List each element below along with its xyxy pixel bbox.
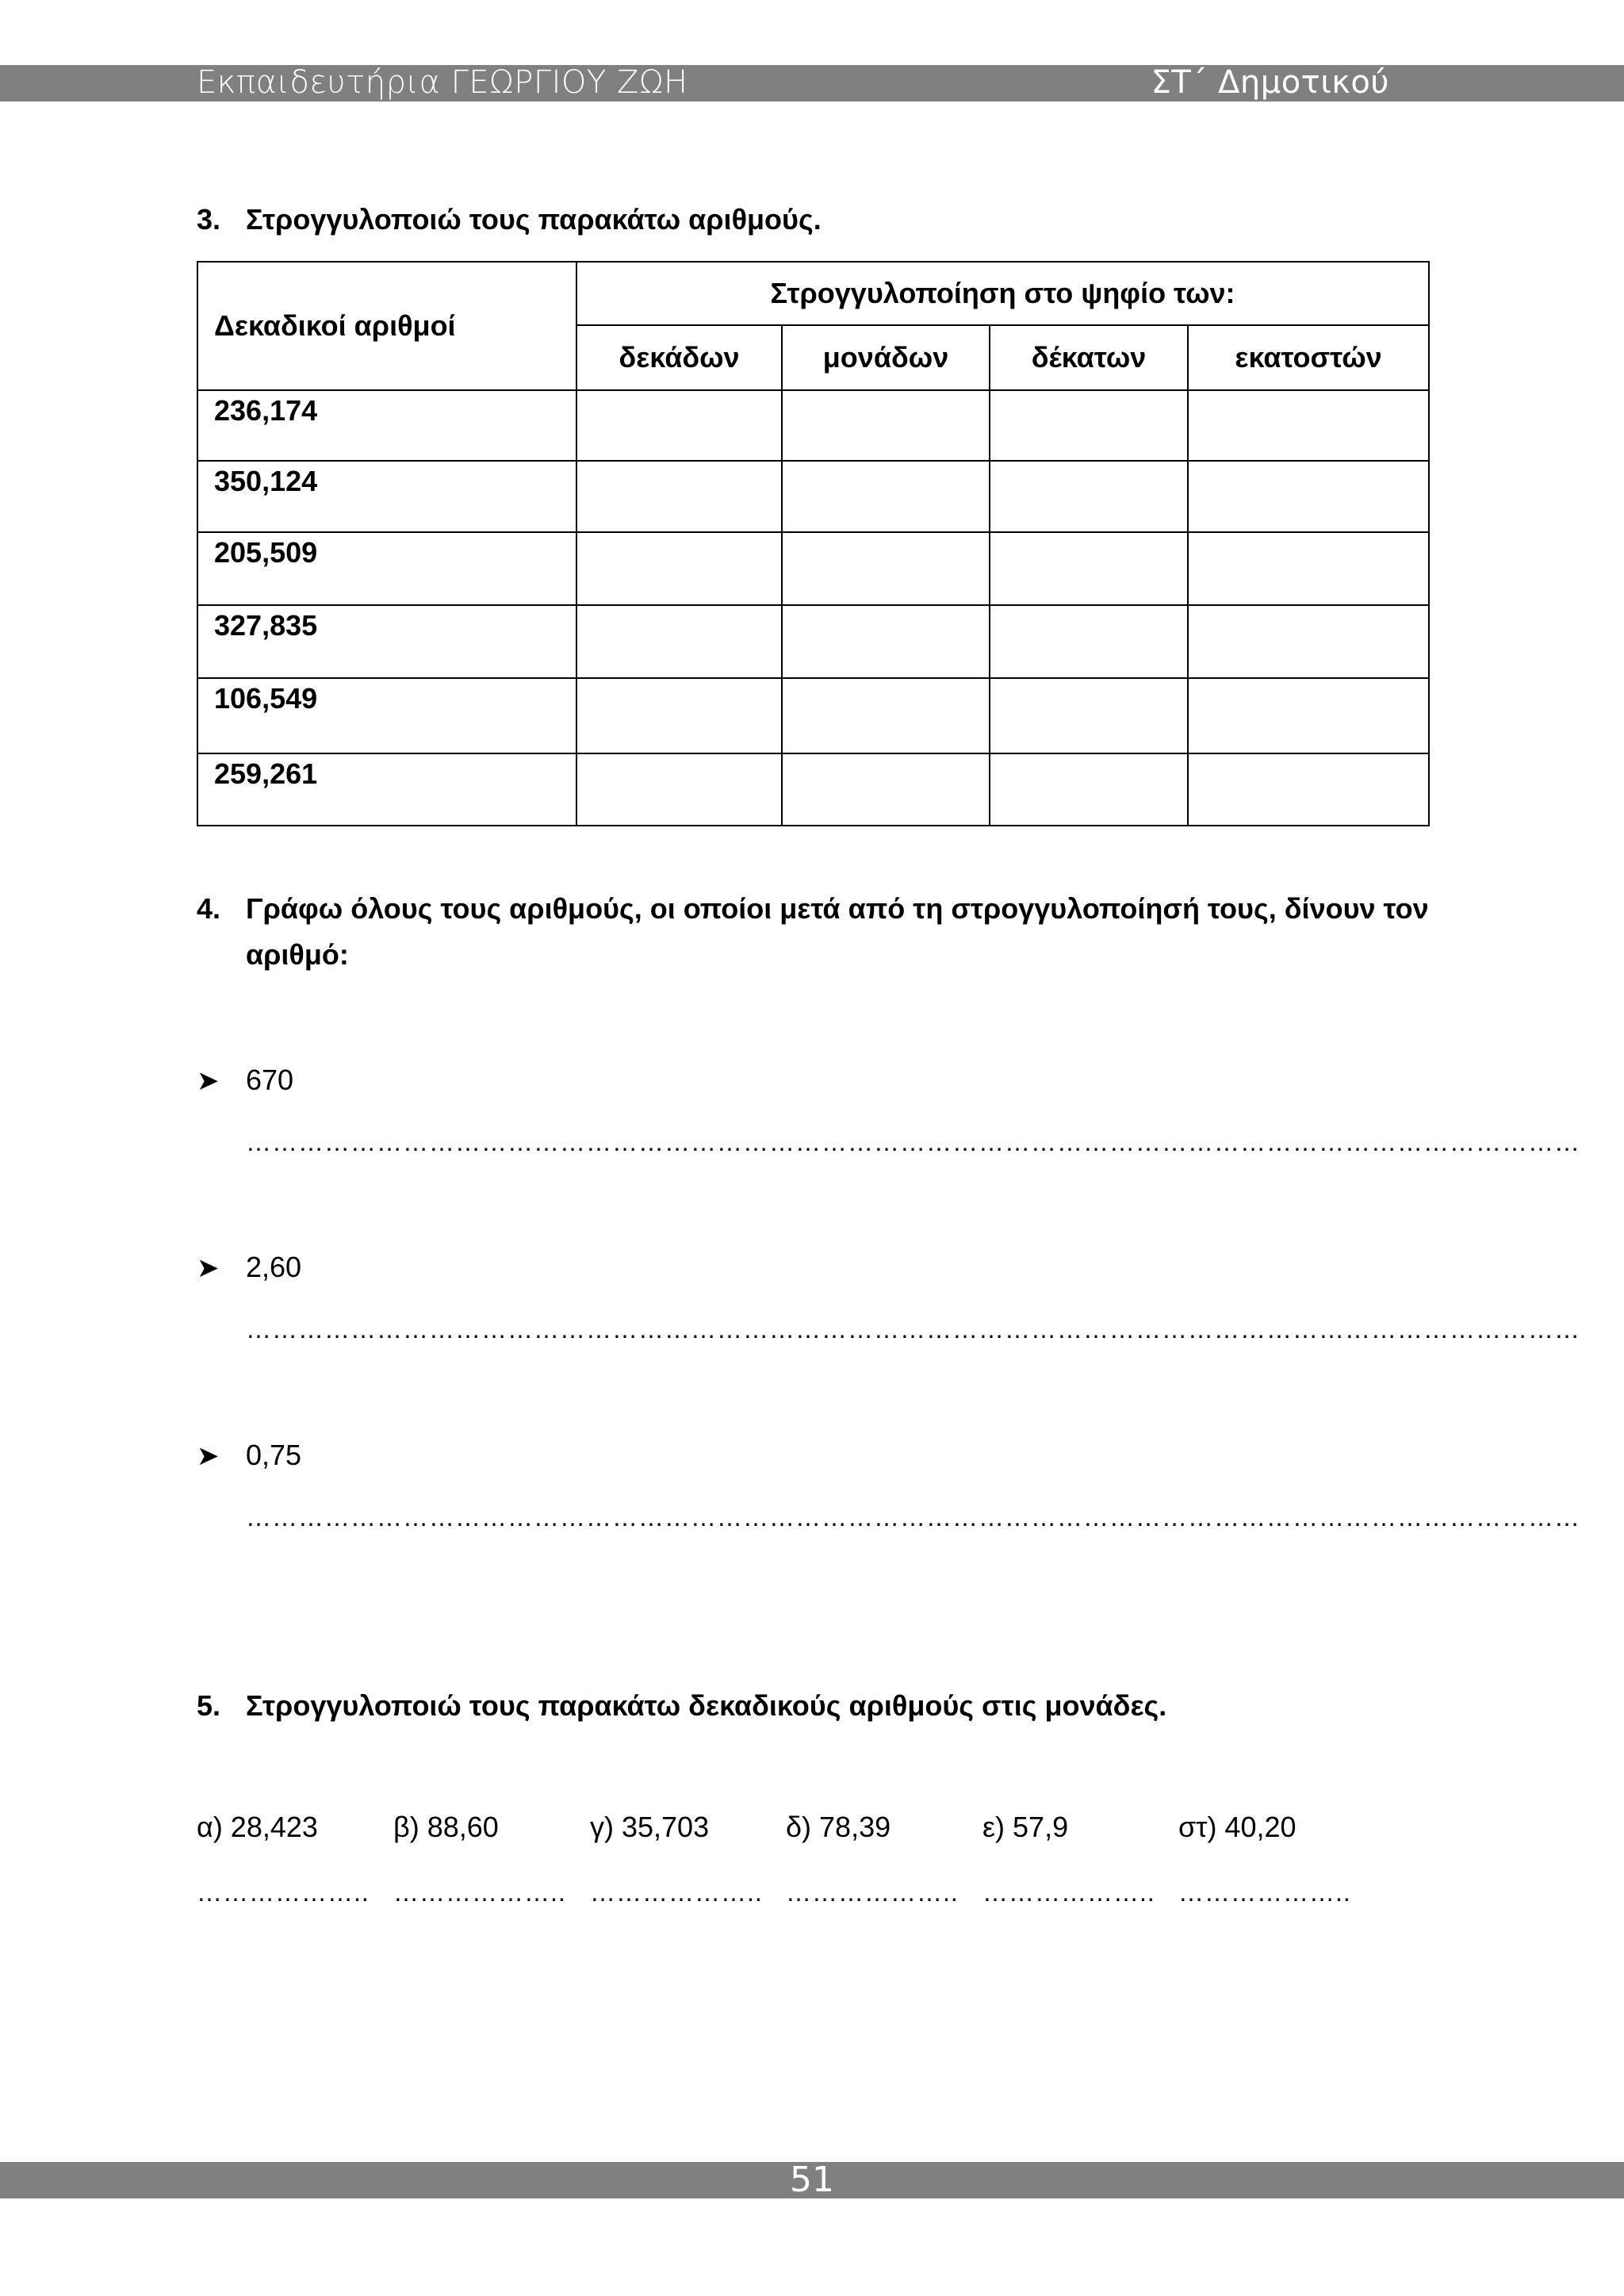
answer-line[interactable]: ………………………………………………………………………………………………………………………………………	[246, 1503, 1580, 1531]
col-header-tens: δεκάδων	[576, 325, 782, 390]
col-header-units: μονάδων	[782, 325, 990, 390]
page-number: 51	[790, 2160, 834, 2200]
header-school-name: Εκπαιδευτήρια ΓΕΩΡΓΙΟΥ ΖΩΗ	[197, 64, 688, 101]
exercise-item: α) 28,423	[197, 1811, 318, 1843]
question-4-number: 4.	[197, 892, 221, 925]
question-4-heading	[197, 886, 1435, 978]
answer-cell[interactable]	[576, 753, 782, 826]
arrow-bullet-icon: ➤	[197, 1066, 220, 1096]
exercise-item: δ) 78,39	[786, 1811, 891, 1843]
list-item	[197, 1060, 293, 1101]
target-number: 2,60	[246, 1251, 302, 1283]
question-5-heading	[197, 1683, 1167, 1729]
exercise-item: β) 88,60	[393, 1811, 499, 1843]
answer-cell[interactable]	[990, 605, 1188, 678]
rounding-span-header: Στρογγυλοποίηση στο ψηφίο των:	[576, 262, 1429, 325]
row-number: 236,174	[197, 390, 576, 461]
answer-cell[interactable]	[576, 390, 782, 461]
col-header-hundredths: εκατοστών	[1188, 325, 1429, 390]
answer-cell[interactable]	[1188, 753, 1429, 826]
header-grade: ΣΤ΄ Δημοτικού	[1151, 64, 1389, 101]
question-4-text: Γράφω όλους τους αριθμούς, οι οποίοι μετά από τη στρογγυλοποίησή τους, δίνουν τον αριθμό:	[246, 892, 1429, 971]
target-number: 0,75	[246, 1439, 302, 1471]
table-row	[197, 461, 1429, 532]
exercise-item: ε) 57,9	[982, 1811, 1069, 1843]
row-number: 259,261	[197, 753, 576, 826]
question-3-text: Στρογγυλοποιώ τους παρακάτω αριθμούς.	[246, 203, 822, 236]
arrow-bullet-icon: ➤	[197, 1441, 220, 1471]
answer-blank[interactable]: ………………..	[590, 1878, 763, 1907]
answer-blank[interactable]: ………………..	[982, 1878, 1155, 1907]
answer-cell[interactable]	[576, 678, 782, 753]
arrow-bullet-icon: ➤	[197, 1253, 220, 1283]
answer-blank[interactable]: ………………..	[1178, 1878, 1351, 1907]
answer-cell[interactable]	[990, 390, 1188, 461]
table-row	[197, 532, 1429, 605]
row-number: 327,835	[197, 605, 576, 678]
answer-cell[interactable]	[576, 461, 782, 532]
table-row	[197, 390, 1429, 461]
exercise-item: γ) 35,703	[590, 1811, 710, 1843]
table-row	[197, 605, 1429, 678]
question-5-number: 5.	[197, 1689, 221, 1722]
answer-blank[interactable]: ………………..	[393, 1878, 566, 1907]
decimal-numbers-header: Δεκαδικοί αριθμοί	[197, 262, 576, 390]
col-header-tenths: δέκατων	[990, 325, 1188, 390]
answer-line[interactable]: ………………………………………………………………………………………………………………………………………	[246, 1315, 1580, 1343]
question-5-text: Στρογγυλοποιώ τους παρακάτω δεκαδικούς αριθμούς στις μονάδες.	[246, 1689, 1167, 1722]
answer-cell[interactable]	[990, 461, 1188, 532]
answer-cell[interactable]	[990, 678, 1188, 753]
table-row	[197, 678, 1429, 753]
answer-line[interactable]: ………………………………………………………………………………………………………………………………………	[246, 1128, 1580, 1156]
answer-cell[interactable]	[782, 678, 990, 753]
answer-cell[interactable]	[782, 605, 990, 678]
answer-blank[interactable]: ………………..	[197, 1878, 370, 1907]
answer-cell[interactable]	[576, 605, 782, 678]
exercise-item: στ) 40,20	[1178, 1811, 1297, 1843]
answer-cell[interactable]	[1188, 461, 1429, 532]
answer-cell[interactable]	[990, 753, 1188, 826]
answer-cell[interactable]	[782, 532, 990, 605]
list-item	[197, 1435, 301, 1476]
answer-blank[interactable]: ………………..	[786, 1878, 959, 1907]
answer-cell[interactable]	[782, 390, 990, 461]
rounding-table	[197, 261, 1430, 826]
answer-cell[interactable]	[1188, 678, 1429, 753]
answer-cell[interactable]	[1188, 390, 1429, 461]
answer-cell[interactable]	[782, 461, 990, 532]
answer-cell[interactable]	[782, 753, 990, 826]
question-3-number: 3.	[197, 203, 221, 236]
target-number: 670	[246, 1064, 294, 1096]
answer-cell[interactable]	[990, 532, 1188, 605]
row-number: 205,509	[197, 532, 576, 605]
table-row	[197, 753, 1429, 826]
answer-cell[interactable]	[1188, 605, 1429, 678]
answer-cell[interactable]	[576, 532, 782, 605]
question-3-heading	[197, 197, 822, 243]
list-item	[197, 1248, 301, 1288]
row-number: 106,549	[197, 678, 576, 753]
answer-cell[interactable]	[1188, 532, 1429, 605]
row-number: 350,124	[197, 461, 576, 532]
